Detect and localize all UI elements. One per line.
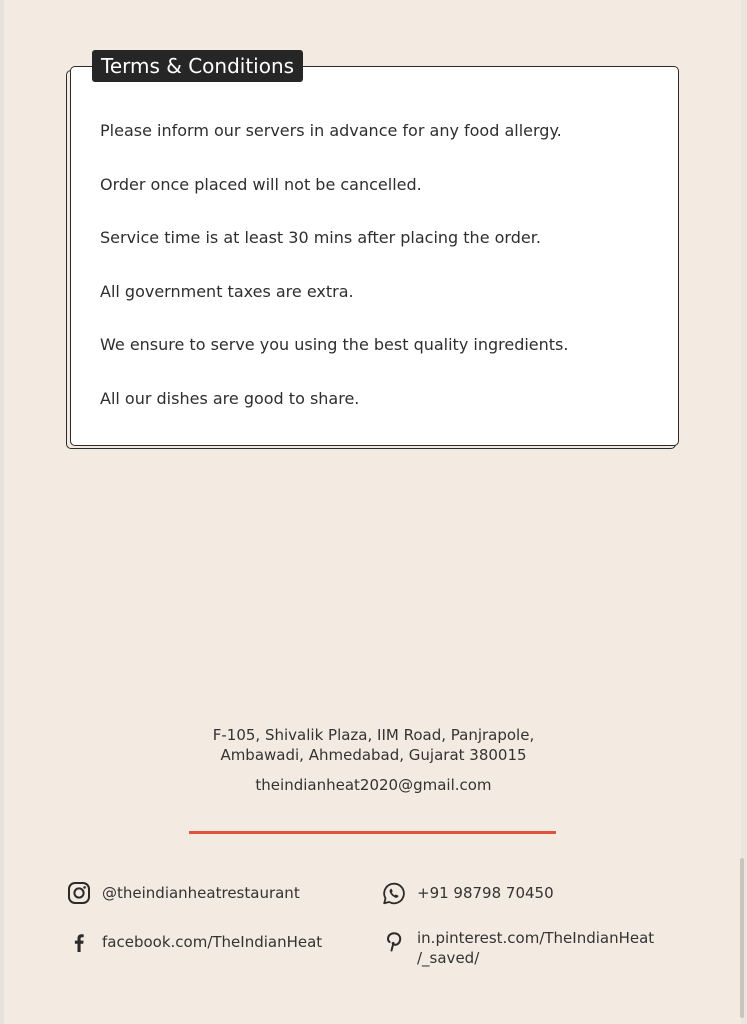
whatsapp-number: +91 98798 70450 — [417, 884, 554, 902]
instagram-handle: @theindianheatrestaurant — [102, 884, 300, 902]
facebook-url: facebook.com/TheIndianHeat — [102, 933, 323, 951]
terms-item: All our dishes are good to share. — [100, 388, 360, 408]
pinterest-url-line: in.pinterest.com/TheIndianHeat — [417, 929, 655, 947]
pinterest-icon — [382, 929, 406, 953]
instagram-link[interactable] — [67, 881, 300, 905]
terms-list — [100, 120, 660, 441]
pinterest-link[interactable] — [382, 928, 654, 968]
facebook-icon — [67, 930, 91, 954]
scrollbar-thumb[interactable] — [740, 858, 744, 1018]
whatsapp-link[interactable] — [382, 881, 554, 905]
facebook-link[interactable] — [67, 930, 322, 954]
whatsapp-icon — [382, 881, 406, 905]
address-line: F-105, Shivalik Plaza, IIM Road, Panjrapole, — [212, 726, 535, 744]
address-line: Ambawadi, Ahmedabad, Gujarat 380015 — [220, 746, 527, 764]
terms-item: We ensure to serve you using the best quality ingredients. — [100, 335, 569, 354]
terms-item: Order once placed will not be cancelled. — [100, 174, 422, 194]
terms-item: Service time is at least 30 mins after placing the order. — [100, 228, 541, 247]
email-link[interactable]: theindianheat2020@gmail.com — [255, 776, 492, 794]
instagram-icon — [67, 881, 91, 905]
terms-title: Terms & Conditions — [92, 50, 303, 82]
address — [0, 725, 747, 765]
divider — [189, 831, 556, 834]
terms-item: All government taxes are extra. — [100, 281, 354, 301]
pinterest-url-line: /_saved/ — [417, 949, 480, 967]
page-left-edge — [0, 0, 4, 1024]
terms-item: Please inform our servers in advance for any food allergy. — [100, 121, 562, 140]
pinterest-url — [417, 928, 654, 968]
